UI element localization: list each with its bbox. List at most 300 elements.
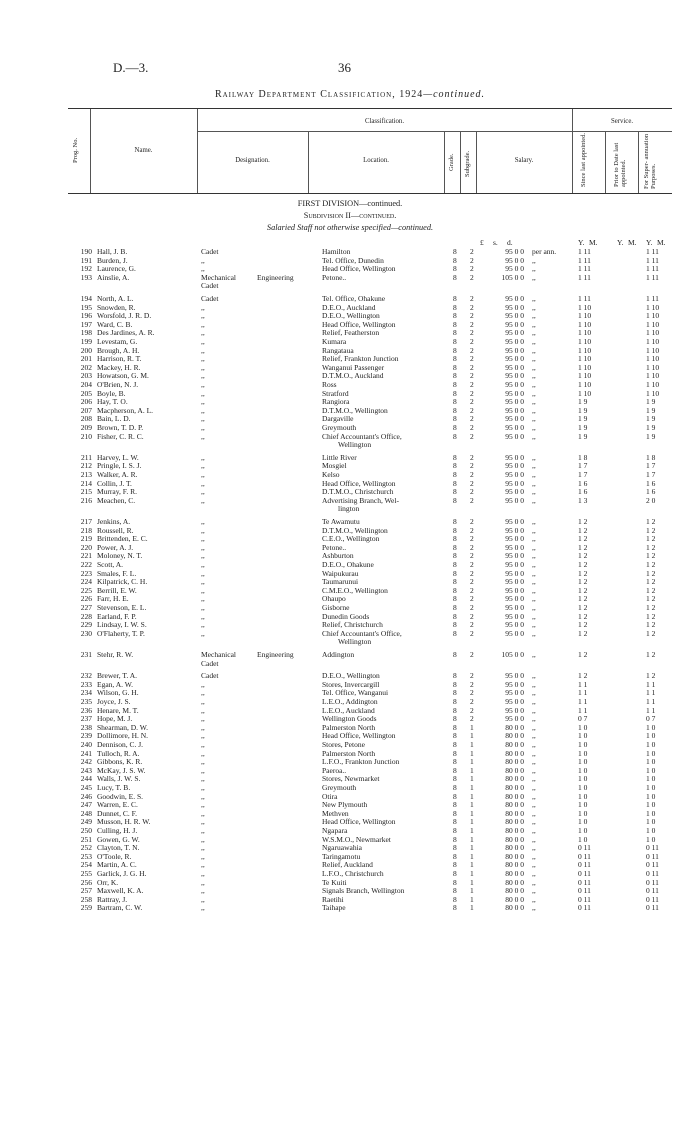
salary-period: ,, bbox=[532, 628, 536, 638]
service-since-last: 1 10 bbox=[578, 354, 592, 364]
subgrade: 2 bbox=[470, 328, 474, 338]
prog-no: 243 bbox=[80, 765, 92, 775]
designation: ,, bbox=[201, 886, 205, 896]
salary-period: ,, bbox=[532, 517, 536, 526]
salary: 80 0 0 bbox=[505, 886, 524, 896]
prog-no: 257 bbox=[80, 886, 92, 896]
salary-period: ,, bbox=[532, 264, 536, 274]
employee-name: Joyce, J. S. bbox=[97, 698, 131, 706]
location: Tel. Office, Dunedin bbox=[322, 256, 384, 265]
prog-no: 205 bbox=[80, 388, 92, 398]
prog-no: 193 bbox=[80, 272, 92, 282]
employee-name: Worsfold, J. R. D. bbox=[97, 312, 152, 321]
salary: 95 0 0 bbox=[505, 679, 524, 689]
subgrade: 2 bbox=[470, 247, 474, 256]
employee-name: Fisher, C. R. C. bbox=[97, 432, 144, 441]
employee-name: Gowen, G. W. bbox=[97, 835, 140, 844]
subgrade: 2 bbox=[470, 311, 474, 321]
location: Relief, Frankton Junction bbox=[322, 355, 399, 364]
service-since-last: 1 10 bbox=[578, 319, 592, 329]
service-since-last: 1 0 bbox=[578, 826, 588, 835]
table-row bbox=[0, 904, 700, 913]
service-superannuation: 1 8 bbox=[646, 452, 656, 462]
subgrade: 1 bbox=[470, 765, 474, 775]
employee-name: Roussell, R. bbox=[97, 526, 134, 535]
table-row bbox=[0, 621, 700, 630]
table-row bbox=[0, 651, 700, 660]
grade: 8 bbox=[453, 452, 457, 462]
table-row bbox=[0, 741, 700, 750]
service-since-last: 1 8 bbox=[578, 452, 588, 462]
table-row bbox=[0, 488, 700, 497]
designation: ,, bbox=[201, 354, 205, 364]
service-superannuation: 1 9 bbox=[646, 423, 656, 432]
salary-period: ,, bbox=[532, 774, 536, 784]
employee-name: Murray, F. R. bbox=[97, 488, 137, 497]
grade: 8 bbox=[453, 405, 457, 415]
location: Raetihi bbox=[322, 895, 344, 904]
location: Relief, Christchurch bbox=[322, 621, 383, 630]
salary: 95 0 0 bbox=[505, 414, 524, 424]
location: D.T.M.O., Wellington bbox=[322, 406, 388, 415]
prog-no: 194 bbox=[80, 294, 92, 303]
table-row bbox=[0, 630, 700, 639]
grade: 8 bbox=[453, 414, 457, 424]
location: Paeroa.. bbox=[322, 766, 347, 775]
service-superannuation: 1 7 bbox=[646, 470, 656, 479]
service-superannuation: 1 0 bbox=[646, 800, 656, 810]
service-superannuation: 1 10 bbox=[646, 371, 660, 381]
divider bbox=[605, 131, 606, 193]
subgrade: 1 bbox=[470, 877, 474, 887]
grade: 8 bbox=[453, 534, 457, 544]
employee-name: Clayton, T. N. bbox=[97, 844, 140, 853]
employee-name: Walker, A. R. bbox=[97, 471, 138, 479]
service-since-last: 1 6 bbox=[578, 478, 588, 488]
salary: 95 0 0 bbox=[505, 714, 524, 724]
employee-name: Burden, J. bbox=[97, 256, 128, 265]
prog-no: 249 bbox=[80, 817, 92, 827]
salary: 80 0 0 bbox=[505, 722, 524, 732]
subgrade: 2 bbox=[470, 594, 474, 604]
salary-period: ,, bbox=[532, 650, 536, 659]
service-superannuation: 1 11 bbox=[646, 247, 659, 256]
service-since-last: 1 0 bbox=[578, 774, 588, 784]
designation: ,, bbox=[201, 697, 205, 706]
designation: ,, bbox=[201, 808, 205, 818]
employee-name: Gibbons, K. R. bbox=[97, 758, 143, 767]
salary: 95 0 0 bbox=[505, 431, 524, 441]
salary: 80 0 0 bbox=[505, 765, 524, 775]
grade: 8 bbox=[453, 671, 457, 681]
service-since-last: 1 0 bbox=[578, 757, 588, 767]
employee-name: Brown, T. D. P. bbox=[97, 424, 144, 432]
prog-no: 255 bbox=[80, 869, 92, 878]
service-since-last: 0 11 bbox=[578, 851, 591, 861]
salary-period: ,, bbox=[532, 714, 536, 724]
designation: ,, bbox=[201, 611, 205, 621]
service-since-last: 0 11 bbox=[578, 903, 591, 913]
employee-name: Boyle, B. bbox=[97, 389, 126, 398]
location: D.T.M.O., Christchurch bbox=[322, 488, 394, 497]
salary-period: ,, bbox=[532, 620, 536, 630]
salary: 95 0 0 bbox=[505, 611, 524, 621]
designation: ,, bbox=[201, 594, 205, 604]
location: Petone.. bbox=[322, 273, 347, 282]
location: Otira bbox=[322, 792, 338, 801]
service-superannuation: 1 1 bbox=[646, 697, 656, 706]
subgrade: 2 bbox=[470, 264, 474, 274]
table-row bbox=[0, 552, 700, 561]
subgrade: 2 bbox=[470, 650, 474, 659]
grade: 8 bbox=[453, 791, 457, 801]
grade: 8 bbox=[453, 525, 457, 535]
superannuation-header: For Super- annuation Purposes. bbox=[643, 133, 657, 189]
salary: 95 0 0 bbox=[505, 397, 524, 407]
employee-name: Garlick, J. G. H. bbox=[97, 870, 147, 878]
months-unit: M. bbox=[628, 238, 637, 247]
salary: 80 0 0 bbox=[505, 800, 524, 810]
employee-name: Lindsay, I. W. S. bbox=[97, 621, 147, 630]
table-row bbox=[0, 879, 700, 888]
location: Dunedin Goods bbox=[322, 612, 370, 621]
service-superannuation: 1 2 bbox=[646, 517, 656, 526]
designation: ,, bbox=[201, 722, 205, 732]
designation: ,, bbox=[201, 414, 205, 424]
location: Kumara bbox=[322, 338, 347, 346]
location: Te Kuiti bbox=[322, 878, 347, 887]
designation: ,, bbox=[201, 495, 205, 505]
divider bbox=[197, 131, 572, 132]
prog-no: 251 bbox=[80, 834, 92, 844]
prog-no: 241 bbox=[80, 748, 92, 758]
location: Mosgiel bbox=[322, 462, 347, 471]
prog-no: 252 bbox=[80, 843, 92, 853]
table-row-continuation bbox=[0, 660, 700, 669]
salary-period: ,, bbox=[532, 679, 536, 689]
salary-period: ,, bbox=[532, 894, 536, 904]
table-row bbox=[0, 810, 700, 819]
division-title: FIRST DIVISION—continued. bbox=[297, 199, 403, 208]
salary-period: ,, bbox=[532, 560, 536, 569]
grade: 8 bbox=[453, 620, 457, 630]
employee-name: Farr, H. E. bbox=[97, 595, 129, 604]
table-row bbox=[0, 257, 700, 266]
salary-period: ,, bbox=[532, 886, 536, 896]
location: Wellington Goods bbox=[322, 715, 377, 724]
salary: 95 0 0 bbox=[505, 568, 524, 578]
subgrade: 2 bbox=[470, 461, 474, 471]
employee-name: Walls, J. W. S. bbox=[97, 775, 141, 784]
service-since-last: 1 1 bbox=[578, 688, 588, 698]
service-since-last: 1 0 bbox=[578, 817, 588, 827]
grade: 8 bbox=[453, 345, 457, 355]
designation: Mechanical bbox=[201, 272, 236, 282]
designation: ,, bbox=[201, 560, 205, 569]
subgrade: 2 bbox=[470, 525, 474, 535]
designation: ,, bbox=[201, 869, 205, 878]
table-row bbox=[0, 304, 700, 313]
table-row bbox=[0, 415, 700, 424]
subgrade: 1 bbox=[470, 791, 474, 801]
employee-name: O'Brien, N. J. bbox=[97, 381, 139, 389]
table-header bbox=[68, 108, 672, 194]
salary-period: ,, bbox=[532, 791, 536, 801]
location: C.M.E.O., Wellington bbox=[322, 586, 388, 595]
employee-name: Ward, C. B. bbox=[97, 320, 133, 329]
salary-period: ,, bbox=[532, 380, 536, 389]
location-continuation: lington bbox=[338, 505, 360, 514]
designation: ,, bbox=[201, 791, 205, 801]
table-row bbox=[0, 518, 700, 527]
salary: 105 0 0 bbox=[501, 650, 524, 659]
salary: 95 0 0 bbox=[505, 603, 524, 612]
prog-no: 200 bbox=[80, 345, 92, 355]
grade: 8 bbox=[453, 722, 457, 732]
subgrade: 2 bbox=[470, 495, 474, 505]
designation-continuation: Cadet bbox=[201, 658, 219, 668]
employee-name: Laurence, G. bbox=[97, 265, 136, 274]
designation: Cadet bbox=[201, 671, 219, 681]
subgrade: 2 bbox=[470, 470, 474, 479]
subgrade: 1 bbox=[470, 826, 474, 835]
subgrade: 2 bbox=[470, 517, 474, 526]
location-header: Location. bbox=[363, 157, 389, 164]
salary-period: ,, bbox=[532, 783, 536, 792]
table-row bbox=[0, 295, 700, 304]
service-superannuation: 0 11 bbox=[646, 869, 659, 878]
table-row bbox=[0, 801, 700, 810]
location: Rangataua bbox=[322, 346, 354, 355]
prog-no: 231 bbox=[80, 650, 92, 659]
designation: ,, bbox=[201, 843, 205, 853]
designation: ,, bbox=[201, 328, 205, 338]
service-since-last: 1 2 bbox=[578, 551, 588, 561]
service-superannuation: 1 0 bbox=[646, 748, 656, 758]
grade: 8 bbox=[453, 264, 457, 274]
subgrade: 1 bbox=[470, 731, 474, 741]
service-since-last: 1 6 bbox=[578, 487, 588, 497]
subgrade: 2 bbox=[470, 714, 474, 724]
service-superannuation: 1 0 bbox=[646, 740, 656, 749]
salary-period: ,, bbox=[532, 869, 536, 878]
location: Relief, Featherston bbox=[322, 329, 380, 338]
subgrade: 1 bbox=[470, 740, 474, 749]
salary-period: ,, bbox=[532, 611, 536, 621]
prog-no: 240 bbox=[80, 740, 92, 749]
service-since-last: 1 10 bbox=[578, 388, 592, 398]
salary-period: ,, bbox=[532, 697, 536, 706]
location: Stores, Invercargill bbox=[322, 680, 380, 689]
service-superannuation: 1 6 bbox=[646, 487, 656, 497]
subgrade: 2 bbox=[470, 414, 474, 424]
service-since-last: 1 11 bbox=[578, 294, 591, 303]
grade: 8 bbox=[453, 337, 457, 346]
service-superannuation: 1 10 bbox=[646, 345, 660, 355]
prog-no: 220 bbox=[80, 542, 92, 552]
service-since-last: 1 2 bbox=[578, 542, 588, 552]
salary: 80 0 0 bbox=[505, 817, 524, 827]
table-row bbox=[0, 732, 700, 741]
table-row bbox=[0, 767, 700, 776]
service-since-last: 1 2 bbox=[578, 525, 588, 535]
service-superannuation: 1 1 bbox=[646, 705, 656, 715]
prog-no-header: Prog. No. bbox=[72, 137, 79, 163]
service-since-last: 1 2 bbox=[578, 534, 588, 544]
subgrade: 2 bbox=[470, 560, 474, 569]
subgrade: 1 bbox=[470, 869, 474, 878]
grade: 8 bbox=[453, 431, 457, 441]
salary-period: ,, bbox=[532, 748, 536, 758]
service-superannuation: 1 0 bbox=[646, 817, 656, 827]
employee-name: Moloney, N. T. bbox=[97, 552, 143, 561]
service-superannuation: 0 11 bbox=[646, 877, 659, 887]
table-row bbox=[0, 497, 700, 506]
service-since-last: 1 2 bbox=[578, 594, 588, 604]
location: Head Office, Wellington bbox=[322, 320, 396, 329]
grade: 8 bbox=[453, 714, 457, 724]
salary-period: ,, bbox=[532, 688, 536, 698]
grade: 8 bbox=[453, 311, 457, 321]
grade: 8 bbox=[453, 568, 457, 578]
classification-header: Classification. bbox=[364, 118, 405, 125]
prog-no: 254 bbox=[80, 860, 92, 870]
designation: ,, bbox=[201, 380, 205, 389]
service-since-last: 1 2 bbox=[578, 620, 588, 630]
service-superannuation: 1 9 bbox=[646, 431, 656, 441]
salary: 95 0 0 bbox=[505, 577, 524, 587]
service-superannuation: 1 11 bbox=[646, 255, 659, 265]
subgrade: 2 bbox=[470, 272, 474, 282]
employee-name: Earland, F. P. bbox=[97, 612, 137, 621]
salary-period: ,, bbox=[532, 328, 536, 338]
subgrade: 2 bbox=[470, 697, 474, 706]
service-since-last: 1 0 bbox=[578, 748, 588, 758]
location: D.T.M.O., Wellington bbox=[322, 526, 388, 535]
salaried-title: Salaried Staff not otherwise specified—continued. bbox=[266, 223, 434, 232]
salary-period: ,, bbox=[532, 740, 536, 749]
designation: ,, bbox=[201, 255, 205, 265]
service-since-last: 1 7 bbox=[578, 461, 588, 471]
service-since-last: 1 0 bbox=[578, 791, 588, 801]
prog-no: 215 bbox=[80, 487, 92, 497]
subgrade: 1 bbox=[470, 834, 474, 844]
subgrade: 2 bbox=[470, 551, 474, 561]
designation: ,, bbox=[201, 525, 205, 535]
prog-no: 234 bbox=[80, 688, 92, 698]
salary: 80 0 0 bbox=[505, 851, 524, 861]
service-superannuation: 0 7 bbox=[646, 714, 656, 724]
designation: ,, bbox=[201, 765, 205, 775]
location: Ohaupo bbox=[322, 595, 346, 604]
subdivision-title: Subdivision II—continued. bbox=[303, 211, 397, 220]
salary-period: ,, bbox=[532, 294, 536, 303]
location: Waipukurau bbox=[322, 569, 359, 578]
table-row bbox=[0, 775, 700, 784]
table-row bbox=[0, 535, 700, 544]
designation: ,, bbox=[201, 478, 205, 488]
service-superannuation: 1 2 bbox=[646, 542, 656, 552]
salary: 95 0 0 bbox=[505, 337, 524, 346]
employee-name: Henare, M. T. bbox=[97, 706, 139, 715]
employee-name: Musson, H. R. W. bbox=[97, 818, 151, 827]
salary-period: ,, bbox=[532, 671, 536, 681]
prog-no: 245 bbox=[80, 783, 92, 792]
grade: 8 bbox=[453, 272, 457, 282]
service-superannuation: 0 11 bbox=[646, 851, 659, 861]
location: L.F.O., Christchurch bbox=[322, 870, 384, 878]
table-row bbox=[0, 689, 700, 698]
employee-name: Egan, A. W. bbox=[97, 680, 134, 689]
location: Wanganui Passenger bbox=[322, 363, 385, 372]
location: L.E.O., Auckland bbox=[322, 706, 375, 715]
service-superannuation: 1 2 bbox=[646, 628, 656, 638]
employee-name: Howatson, G. M. bbox=[97, 372, 149, 381]
table-row bbox=[0, 424, 700, 433]
salary: 95 0 0 bbox=[505, 311, 524, 321]
service-superannuation: 1 10 bbox=[646, 388, 660, 398]
years-unit: Y. bbox=[617, 238, 624, 247]
employee-name: Smales, F. L. bbox=[97, 569, 137, 578]
subgrade: 2 bbox=[470, 679, 474, 689]
table-row bbox=[0, 870, 700, 879]
grade: 8 bbox=[453, 354, 457, 364]
prog-no: 208 bbox=[80, 414, 92, 424]
designation: ,, bbox=[201, 452, 205, 462]
designation: ,, bbox=[201, 877, 205, 887]
designation: ,, bbox=[201, 311, 205, 321]
location: Rangiora bbox=[322, 398, 350, 407]
salary: 95 0 0 bbox=[505, 405, 524, 415]
grade: 8 bbox=[453, 808, 457, 818]
location: Taihape bbox=[322, 904, 346, 913]
months-unit: M. bbox=[589, 238, 598, 247]
salary-period: ,, bbox=[532, 577, 536, 587]
grade: 8 bbox=[453, 903, 457, 913]
service-since-last: 0 11 bbox=[578, 843, 591, 853]
grade: 8 bbox=[453, 397, 457, 407]
prog-no: 239 bbox=[80, 731, 92, 741]
subgrade: 1 bbox=[470, 783, 474, 792]
location: D.E.O., Auckland bbox=[322, 303, 376, 312]
service-superannuation: 1 10 bbox=[646, 362, 660, 372]
grade: 8 bbox=[453, 886, 457, 896]
service-superannuation: 1 10 bbox=[646, 311, 660, 321]
salary: 95 0 0 bbox=[505, 525, 524, 535]
service-since-last: 1 10 bbox=[578, 345, 592, 355]
employee-name: Stevenson, E. L. bbox=[97, 604, 147, 612]
grade: 8 bbox=[453, 860, 457, 870]
subgrade: 1 bbox=[470, 774, 474, 784]
subgrade: 2 bbox=[470, 534, 474, 544]
prog-no: 195 bbox=[80, 302, 92, 312]
designation: ,, bbox=[201, 423, 205, 432]
prog-no: 225 bbox=[80, 585, 92, 595]
service-superannuation: 1 0 bbox=[646, 722, 656, 732]
salary: 80 0 0 bbox=[505, 748, 524, 758]
grade: 8 bbox=[453, 294, 457, 303]
designation: ,, bbox=[201, 860, 205, 870]
employee-name: Harrison, R. T. bbox=[97, 355, 142, 364]
subgrade: 2 bbox=[470, 542, 474, 552]
location: Kelso bbox=[322, 471, 340, 479]
grade: 8 bbox=[453, 817, 457, 827]
salary: 95 0 0 bbox=[505, 495, 524, 505]
location-continuation: Wellington bbox=[338, 441, 372, 450]
designation: ,, bbox=[201, 603, 205, 612]
location: Stratford bbox=[322, 389, 349, 398]
designation: ,, bbox=[201, 345, 205, 355]
